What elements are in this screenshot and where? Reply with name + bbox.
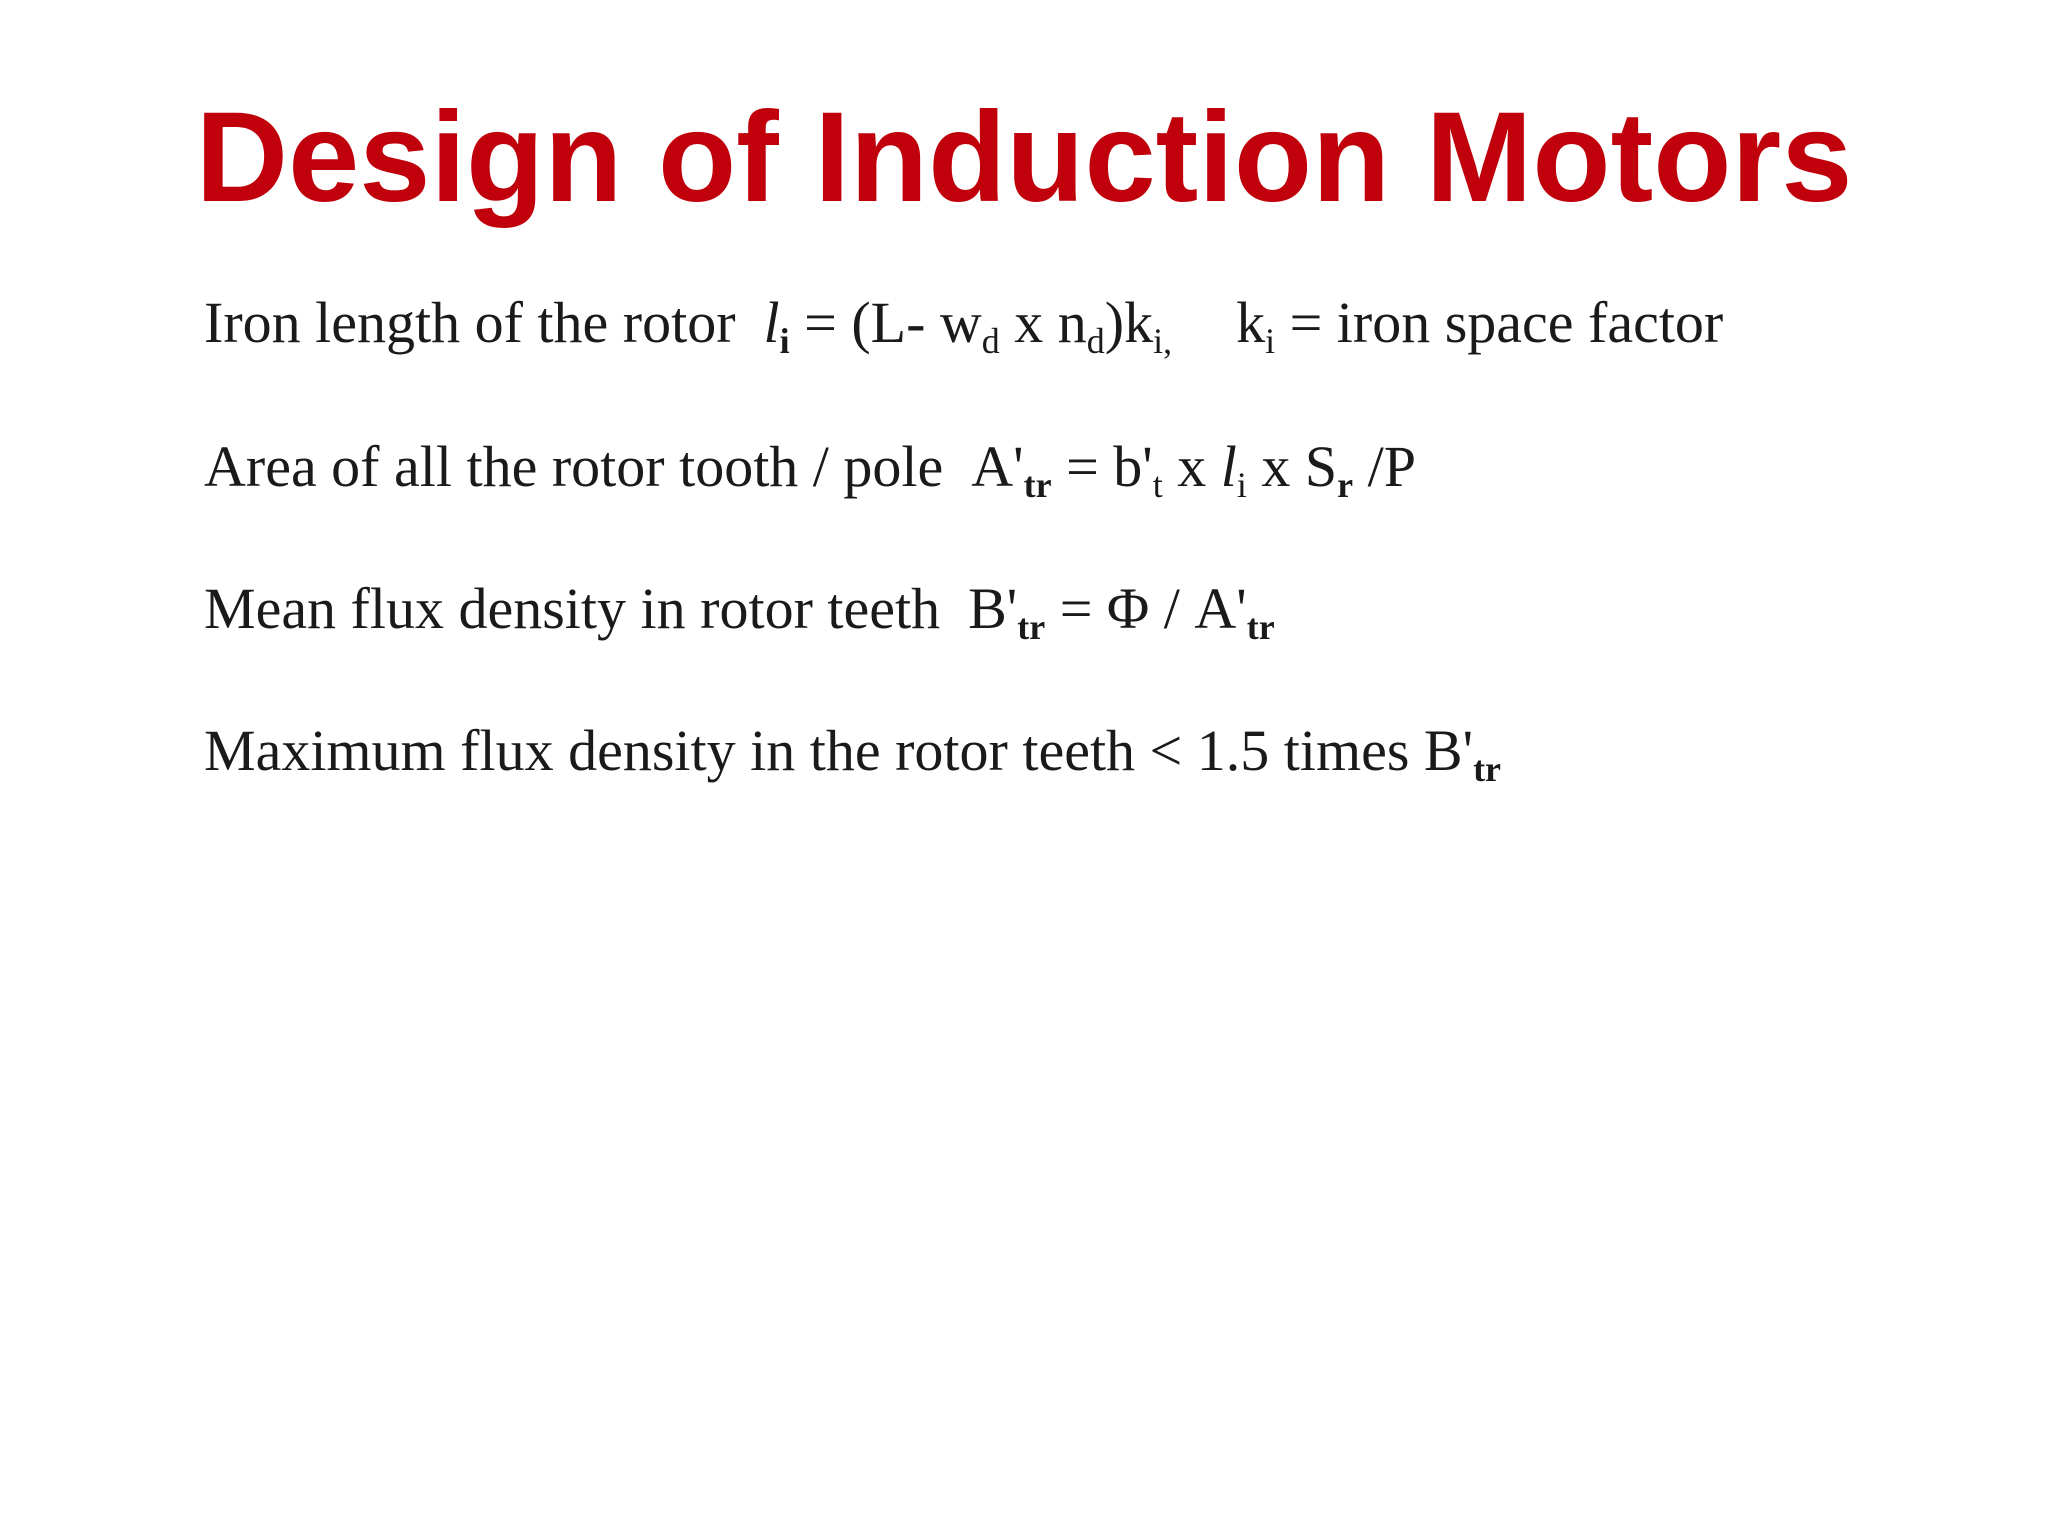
eq-text: = (L- w [804,290,982,355]
eq-subscript: tr [1017,606,1046,647]
note-subscript: i [1265,320,1276,361]
eq-text: = Φ / A' [1059,576,1247,641]
eq-subscript: i [779,320,790,361]
rotor-tooth-area-line [204,432,1416,505]
eq-subscript: tr [1023,464,1052,505]
eq-variable: l [1220,434,1237,499]
eq-subscript: i, [1153,320,1173,361]
eq-text: /P [1353,434,1416,499]
line-text: Maximum flux density in the rotor teeth < 1.5 times B' [204,718,1474,783]
eq-lhs: B' [968,576,1018,641]
note-text: = iron space factor [1289,290,1724,355]
mean-flux-density-line [204,574,1275,647]
eq-subscript: r [1337,464,1354,505]
max-flux-density-line [204,716,1501,789]
eq-lhs: A' [971,434,1024,499]
eq-text: )k [1104,290,1154,355]
eq-text: x S [1246,434,1338,499]
eq-text: = b' [1066,434,1153,499]
line-text: Iron length of the rotor [204,290,736,355]
line-text: Mean flux density in rotor teeth [204,576,941,641]
eq-text: x [1162,434,1221,499]
eq-subscript: tr [1246,606,1275,647]
note-variable: k [1236,290,1266,355]
eq-variable: l [763,290,780,355]
eq-subscript: t [1152,464,1163,505]
eq-subscript: i [1236,464,1247,505]
eq-text: x n [999,290,1087,355]
eq-subscript: tr [1473,748,1501,789]
line-text: Area of all the rotor tooth / pole [204,434,944,499]
slide-title: Design of Induction Motors [195,86,1853,229]
eq-subscript: d [1086,320,1105,361]
eq-subscript: d [981,320,1000,361]
rotor-iron-length-line [204,288,1724,361]
